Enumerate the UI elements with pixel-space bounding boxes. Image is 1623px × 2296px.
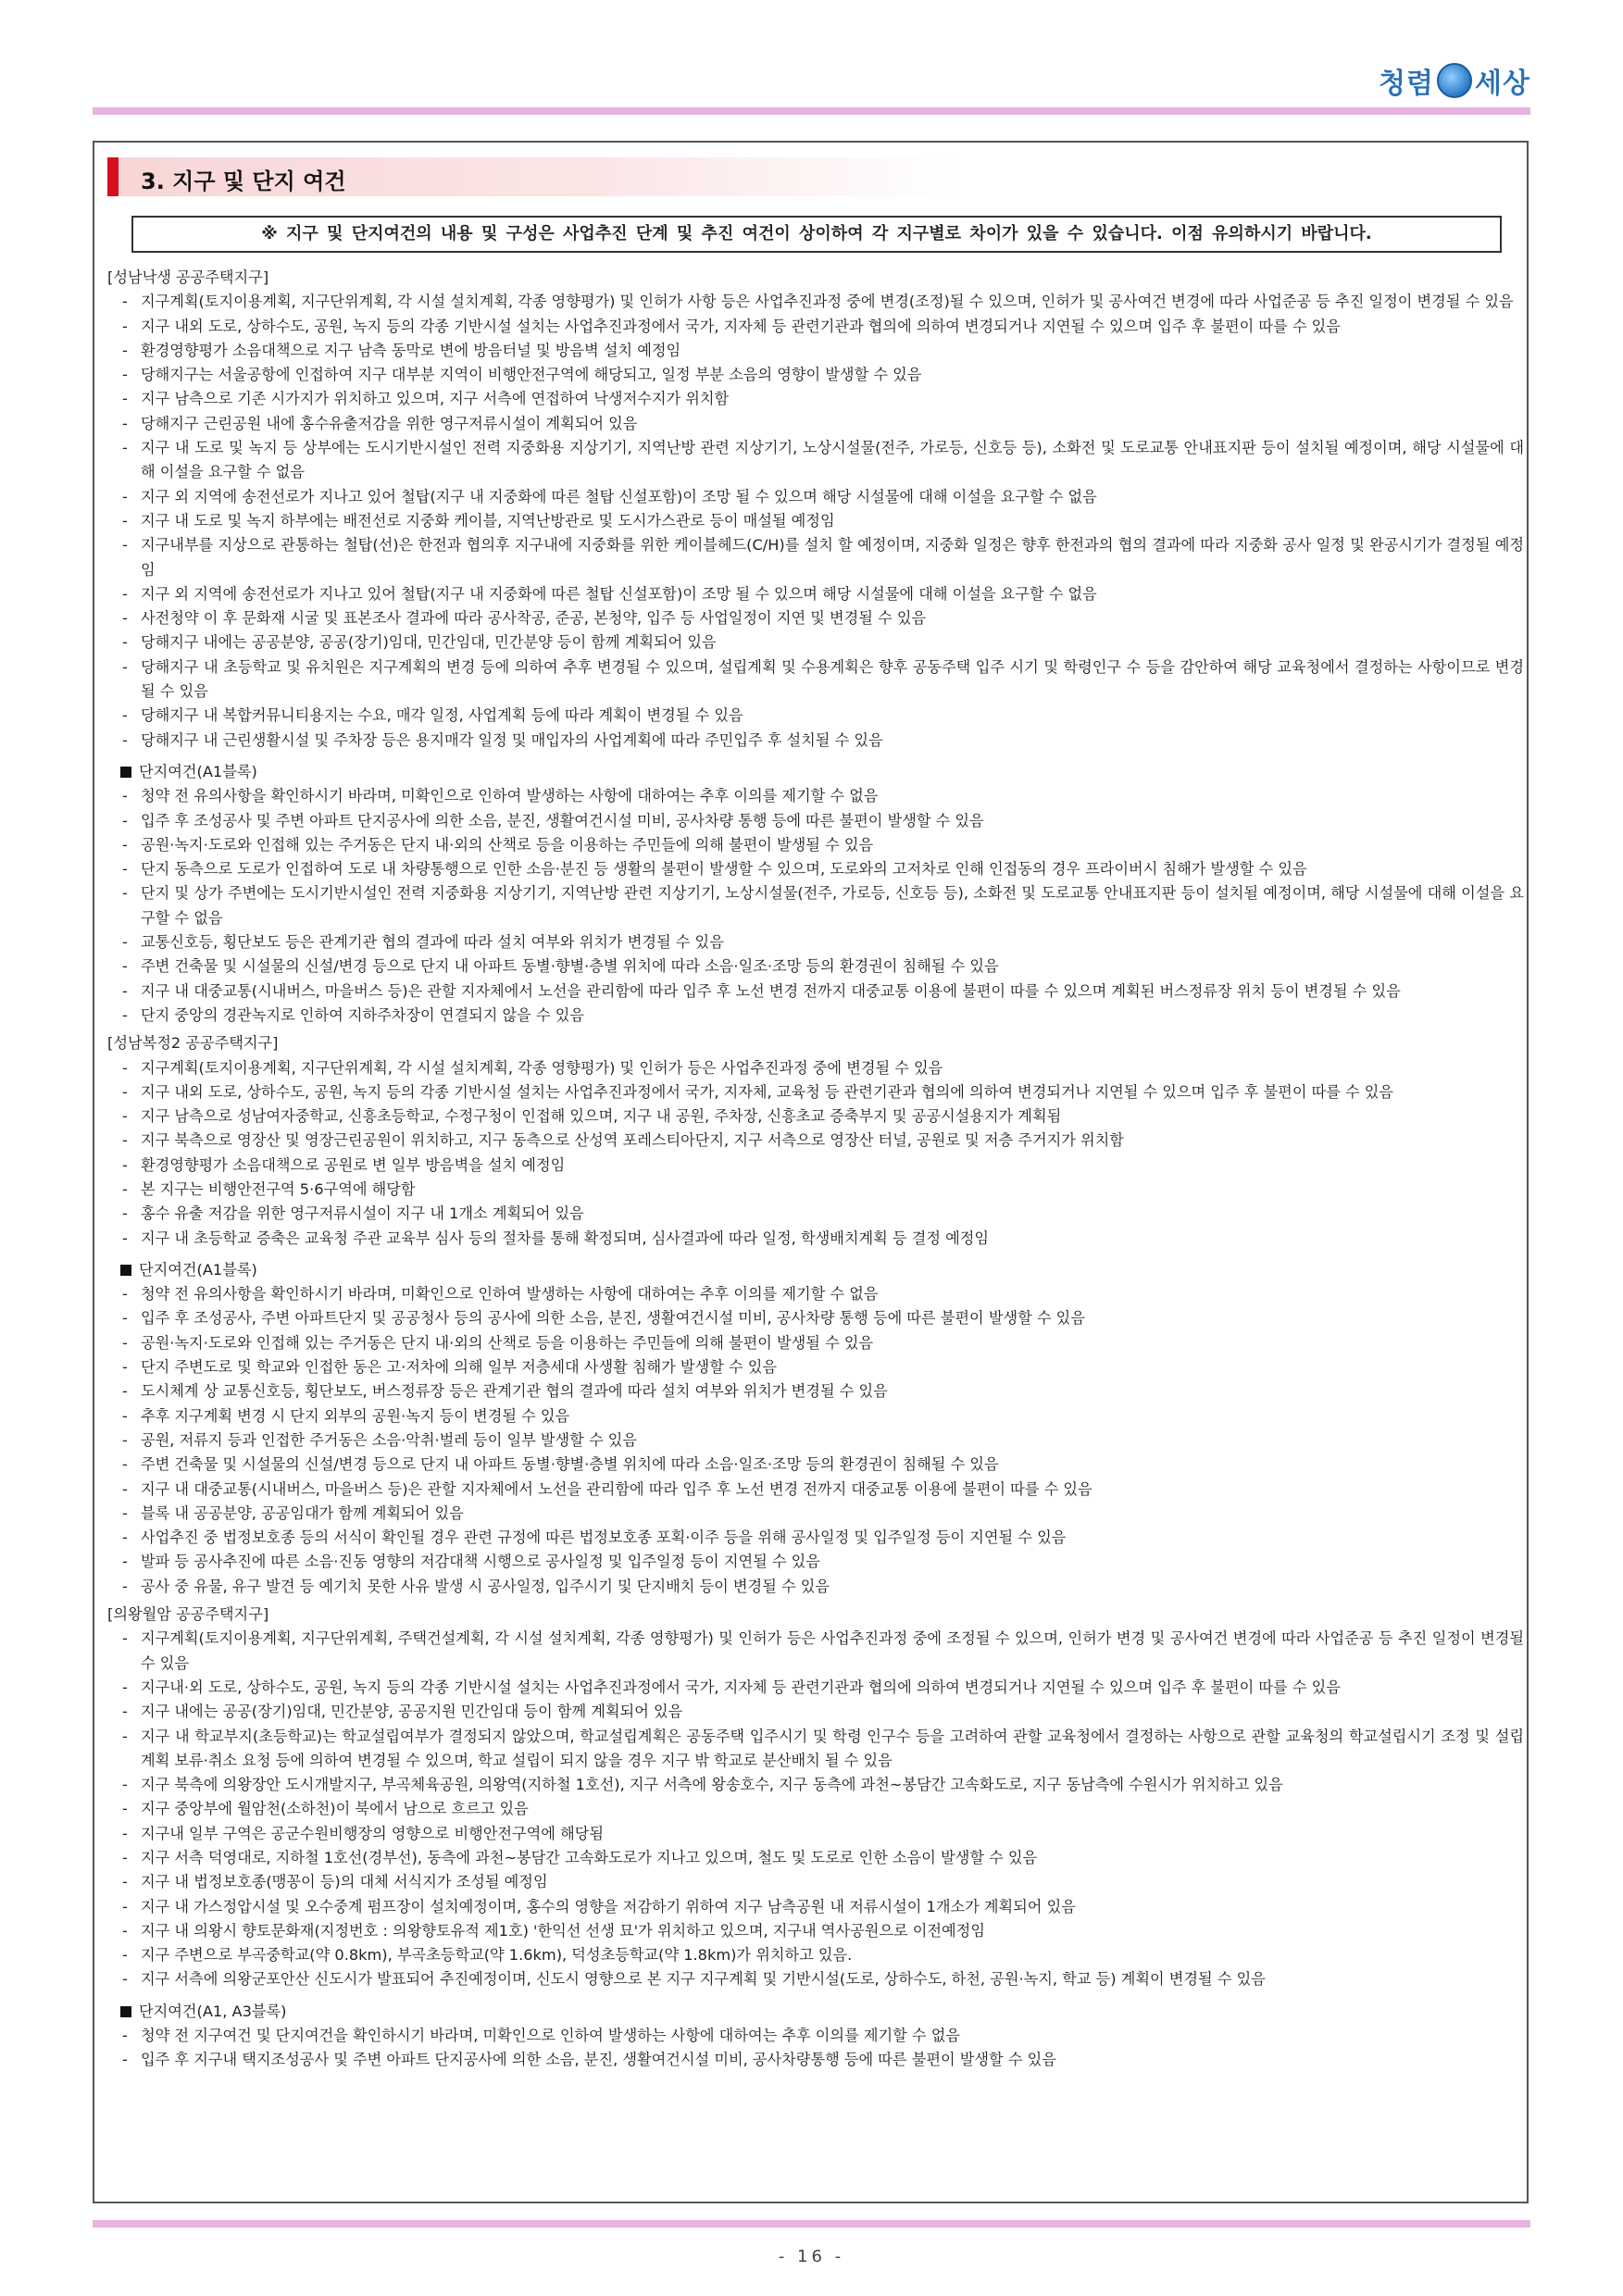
list-item (107, 1822, 1524, 1846)
complex-subheading (107, 2000, 1524, 2024)
list-item (107, 363, 1524, 387)
list-item-text: 지구 내에는 공공(장기)임대, 민간분양, 공공지원 민간임대 등이 함께 계획되어 있음 (141, 1703, 683, 1721)
list-item (107, 729, 1524, 753)
list-item (107, 1919, 1524, 1943)
dash-bullet: - (122, 1058, 128, 1077)
dash-bullet: - (122, 1179, 128, 1198)
list-item (107, 1178, 1524, 1202)
list-item-text: 지구 내외 도로, 상하수도, 공원, 녹지 등의 각종 기반시설 설치는 사업추진과정에서 국가, 지자체, 교육청 등 관련기관과 협의에 의하여 변경되거나 지연될 수 있으며 입주 후 불편이 따를 수 있음 (141, 1082, 1394, 1101)
dash-bullet: - (122, 933, 128, 952)
list-item (107, 1080, 1524, 1104)
list-item-text: 블록 내 공공분양, 공공임대가 함께 계획되어 있음 (141, 1504, 464, 1522)
list-item (107, 1943, 1524, 1967)
list-item (107, 1331, 1524, 1355)
dash-bullet: - (122, 511, 128, 530)
list-item (107, 1550, 1524, 1574)
list-item-text: 지구내·외 도로, 상하수도, 공원, 녹지 등의 각종 기반시설 설치는 사업추진과정에서 국가, 지자체 등 관련기관과 협의에 의하여 변경되거나 지연될 수 있으며 입주 후 불편이 따를 수 있음 (141, 1678, 1341, 1696)
square-bullet-icon (120, 1265, 131, 1276)
list-item-text: 발파 등 공사추진에 따른 소음·진동 영향의 저감대책 시행으로 공사일정 및 입주일정 등이 지연될 수 있음 (141, 1553, 820, 1571)
section-title-marker (107, 157, 119, 196)
dash-bullet: - (122, 1873, 128, 1891)
dash-bullet: - (122, 787, 128, 805)
dash-bullet: - (122, 1005, 128, 1024)
list-item (107, 1575, 1524, 1599)
list-item (107, 1355, 1524, 1379)
list-item-text: 지구 내외 도로, 상하수도, 공원, 녹지 등의 각종 기반시설 설치는 사업추진과정에서 국가, 지자체 등 관련기관과 협의에 의하여 변경되거나 지연될 수 있으며 입주 후 불편이 따를 수 있음 (141, 317, 1341, 335)
list-item-text: 지구 내 도로 및 녹지 하부에는 배전선로 지중화 케이블, 지역난방관로 및 도시가스관로 등이 매설될 예정임 (141, 511, 835, 530)
list-item-text: 입주 후 조성공사, 주변 아파트단지 및 공공청사 등의 공사에 의한 소음, 분진, 생활여건시설 미비, 공사차량 통행 등에 따른 불편이 발생할 수 있음 (141, 1309, 1085, 1328)
dash-bullet: - (122, 1082, 128, 1101)
list-item (107, 1870, 1524, 1894)
complex-subheading-text: 단지여건(A1블록) (139, 762, 257, 780)
list-item (107, 1154, 1524, 1178)
list-item-text: 당해지구는 서울공항에 인접하여 지구 대부분 지역이 비행안전구역에 해당되고, 일정 부분 소음의 영향이 발생할 수 있음 (141, 366, 922, 384)
dash-bullet: - (122, 835, 128, 854)
list-item-text: 지구 내 도로 및 녹지 등 상부에는 도시기반시설인 전력 지중화용 지상기기, 지역난방 관련 지상기기, 노상시설물(전주, 가로등, 신호등 등), 소화전 및 도로교통 안내표지판 등이 설치될 예정이며, 해당 시설물에 대해 이설을 요구할 수 없음 (141, 439, 1524, 481)
dash-bullet: - (122, 1155, 128, 1174)
page-number: - 16 - (778, 2247, 845, 2266)
list-item (107, 2024, 1524, 2048)
dash-bullet: - (122, 860, 128, 879)
list-item (107, 630, 1524, 655)
list-item (107, 436, 1524, 485)
logo-emblem-icon (1437, 63, 1472, 98)
square-bullet-icon (120, 767, 131, 778)
dash-bullet: - (122, 341, 128, 359)
logo-text-left: 청렴 (1379, 68, 1435, 100)
dash-bullet: - (122, 1204, 128, 1223)
dash-bullet: - (122, 1406, 128, 1425)
complex-subheading (107, 760, 1524, 784)
list-item-text: 공원·녹지·도로와 인접해 있는 주거동은 단지 내·외의 산책로 등을 이용하는 주민들에 의해 불편이 발생될 수 있음 (141, 835, 874, 854)
list-item-text: 지구 내 초등학교 증축은 교육청 주관 교육부 심사 등의 절차를 통해 확정되며, 심사결과에 따라 일정, 학생배치계획 등 결정 예정임 (141, 1229, 990, 1247)
list-item (107, 1004, 1524, 1028)
list-item-text: 지구 북측에 의왕장안 도시개발지구, 부곡체육공원, 의왕역(지하철 1호선), 지구 서측에 왕송호수, 지구 동측에 과천~봉담간 고속화도로, 지구 동남측에 수원시가 위치하고 있음 (141, 1776, 1283, 1794)
list-item-text: 환경영향평가 소음대책으로 지구 남측 동막로 변에 방음터널 및 방음벽 설치 예정임 (141, 341, 681, 359)
clean-world-logo (1379, 57, 1530, 104)
list-item (107, 980, 1524, 1004)
notice-box: ※ 지구 및 단지여건의 내용 및 구성은 사업추진 단계 및 추진 여건이 상이하여 각 지구별로 차이가 있을 수 있습니다. 이점 유의하시기 바랍니다. (131, 216, 1502, 253)
list-item (107, 1846, 1524, 1870)
list-item (107, 1404, 1524, 1429)
block-spacer (107, 753, 1524, 756)
list-item-text: 사업추진 중 법정보호종 등의 서식이 확인될 경우 관련 규정에 따른 법정보호종 포획·이주 등을 위해 공사일정 및 입주일정 등이 지연될 수 있음 (141, 1529, 1067, 1547)
list-item-text: 지구 서측 덕영대로, 지하철 1호선(경부선), 동측에 과천~봉담간 고속화도로가 지나고 있으며, 철도 및 도로로 인한 소음이 발생할 수 있음 (141, 1849, 1038, 1866)
footer-divider (93, 2220, 1530, 2227)
list-item-text: 지구 남측으로 기존 시가지가 위치하고 있으며, 지구 서측에 연접하여 낙생저수지가 위치함 (141, 390, 730, 408)
dash-bullet: - (122, 706, 128, 725)
list-item-text: 지구 내 대중교통(시내버스, 마을버스 등)은 관할 지자체에서 노선을 관리함에 따라 입주 후 노선 변경 전까지 대중교통 이용에 불편이 따를 수 있음 (141, 1479, 1092, 1498)
list-item-text: 단지 주변도로 및 학교와 인접한 동은 고·저차에 의해 일부 저층세대 사생활 침해가 발생할 수 있음 (141, 1358, 778, 1377)
list-item (107, 1725, 1524, 1774)
list-item-text: 추후 지구계획 변경 시 단지 외부의 공원·녹지 등이 변경될 수 있음 (141, 1406, 570, 1425)
list-item-text: 지구 외 지역에 송전선로가 지나고 있어 철탑(지구 내 지중화에 따른 철탑 신설포함)이 조망 될 수 있으며 해당 시설물에 대해 이설을 요구할 수 없음 (141, 584, 1097, 603)
list-item (107, 1478, 1524, 1502)
list-item-text: 지구 내 대중교통(시내버스, 마을버스 등)은 관할 지자체에서 노선을 관리함에 따라 입주 후 노선 변경 전까지 대중교통 이용에 불편이 따를 수 있으며 계획된 버스정류장 위치 등이 변경될 수 있음 (141, 981, 1401, 1000)
square-bullet-icon (120, 2006, 131, 2017)
list-item-text: 당해지구 근린공원 내에 홍수유출저감을 위한 영구저류시설이 계획되어 있음 (141, 414, 638, 432)
list-item (107, 1282, 1524, 1306)
list-item (107, 1502, 1524, 1526)
dash-bullet: - (122, 1577, 128, 1595)
dash-bullet: - (122, 1727, 128, 1745)
list-item (107, 339, 1524, 363)
list-item (107, 1676, 1524, 1700)
list-item-text: 당해지구 내에는 공공분양, 공공(장기)임대, 민간임대, 민간분양 등이 함께 계획되어 있음 (141, 633, 717, 652)
list-item-text: 지구계획(토지이용계획, 지구단위계획, 각 시설 설치계획, 각종 영향평가) 및 인허가 등은 사업추진과정 중에 변경될 수 있음 (141, 1058, 943, 1077)
list-item-text: 단지 동측으로 도로가 인접하여 도로 내 차량통행으로 인한 소음·분진 등 생활의 불편이 발생할 수 있으며, 도로와의 고저차로 인해 인접동의 경우 프라이버시 침해가 발생할 수 있음 (141, 860, 1307, 879)
list-item-text: 청약 전 유의사항을 확인하시기 바라며, 미확인으로 인하여 발생하는 사항에 대하여는 추후 이의를 제기할 수 없음 (141, 787, 879, 805)
list-item (107, 1104, 1524, 1129)
dash-bullet: - (122, 317, 128, 335)
list-item (107, 485, 1524, 509)
conditions-content (107, 266, 1524, 2077)
list-item (107, 1056, 1524, 1080)
dash-bullet: - (122, 584, 128, 603)
dash-bullet: - (122, 657, 128, 676)
list-item (107, 1129, 1524, 1153)
list-item (107, 833, 1524, 857)
list-item-text: 당해지구 내 초등학교 및 유치원은 지구계획의 변경 등에 의하여 추후 변경될 수 있으며, 설립계획 및 수용계획은 향후 공동주택 입주 시기 및 학령인구 수 등을 감안하여 해당 교육청에서 결정하는 사항이므로 변경될 수 있음 (141, 657, 1525, 701)
list-item (107, 1526, 1524, 1550)
list-item (107, 1453, 1524, 1477)
dash-bullet: - (122, 1309, 128, 1328)
dash-bullet: - (122, 1529, 128, 1547)
dash-bullet: - (122, 1800, 128, 1818)
dash-bullet: - (122, 1285, 128, 1304)
dash-bullet: - (122, 1629, 128, 1648)
dash-bullet: - (122, 1776, 128, 1794)
dash-bullet: - (122, 1229, 128, 1247)
dash-bullet: - (122, 811, 128, 830)
list-item-text: 교통신호등, 횡단보도 등은 관계기관 협의 결과에 따라 설치 여부와 위치가 변경될 수 있음 (141, 933, 724, 952)
list-item (107, 809, 1524, 833)
list-item-text: 환경영향평가 소음대책으로 공원로 변 일부 방음벽을 설치 예정임 (141, 1155, 566, 1174)
dash-bullet: - (122, 633, 128, 652)
dash-bullet: - (122, 487, 128, 505)
list-item (107, 1773, 1524, 1797)
dash-bullet: - (122, 957, 128, 976)
list-item (107, 930, 1524, 955)
list-item-text: 본 지구는 비행안전구역 5·6구역에 해당함 (141, 1179, 416, 1198)
list-item-text: 주변 건축물 및 시설물의 신설/변경 등으로 단지 내 아파트 동별·향별·층별 위치에 따라 소음·일조·조망 등의 환경권이 침해될 수 있음 (141, 957, 999, 976)
list-item (107, 582, 1524, 606)
dash-bullet: - (122, 1333, 128, 1352)
list-item (107, 881, 1524, 930)
list-item-text: 지구 내 가스정압시설 및 오수중계 펌프장이 설치예정이며, 홍수의 영향을 저감하기 위하여 지구 남측공원 내 저류시설이 1개소가 계획되어 있음 (141, 1897, 1076, 1915)
list-item (107, 1797, 1524, 1821)
list-item (107, 704, 1524, 728)
section-title-box (107, 157, 959, 196)
list-item-text: 지구계획(토지이용계획, 지구단위계획, 각 시설 설치계획, 각종 영향평가) 및 인허가 사항 등은 사업추진과정 중에 변경(조정)될 수 있으며, 인허가 및 공사여건 변경에 따라 사업준공 등 추진 일정이 변경될 수 있음 (141, 293, 1514, 311)
list-item-text: 지구 북측으로 영장산 및 영장근린공원이 위치하고, 지구 동측으로 산성역 포레스티아단지, 지구 서측으로 영장산 터널, 공원로 및 저층 주거지가 위치함 (141, 1131, 1124, 1150)
list-item-text: 지구 내 의왕시 향토문화재(지정번호 : 의왕향토유적 제1호) '한익선 선생 묘'가 위치하고 있으며, 지구내 역사공원으로 이전예정임 (141, 1921, 985, 1940)
district-heading: [성남낙생 공공주택지구] (107, 268, 269, 286)
dash-bullet: - (122, 981, 128, 1000)
block-spacer (107, 1251, 1524, 1254)
list-item-text: 공사 중 유물, 유구 발견 등 예기치 못한 사유 발생 시 공사일정, 입주시기 및 단지배치 등이 변경될 수 있음 (141, 1577, 830, 1595)
list-item (107, 1895, 1524, 1919)
list-item-text: 지구내부를 지상으로 관통하는 철탑(선)은 한전과 협의후 지구내에 지중화를 위한 케이블헤드(C/H)를 설치 할 예정이며, 지중화 일정은 향후 한전과의 협의 결과에 따라 지중화 공사 일정 및 완공시기가 결정될 예정임 (141, 536, 1524, 579)
list-item (107, 1227, 1524, 1251)
dash-bullet: - (122, 1455, 128, 1474)
list-item-text: 입주 후 조성공사 및 주변 아파트 단지공사에 의한 소음, 분진, 생활여건시설 미비, 공사차량 통행 등에 따른 불편이 발생할 수 있음 (141, 811, 984, 830)
dash-bullet: - (122, 1553, 128, 1571)
dash-bullet: - (122, 2027, 128, 2045)
dash-bullet: - (122, 884, 128, 903)
list-item (107, 1429, 1524, 1453)
list-item (107, 1967, 1524, 1991)
list-item-text: 입주 후 지구내 택지조성공사 및 주변 아파트 단지공사에 의한 소음, 분진, 생활여건시설 미비, 공사차량통행 등에 따른 불편이 발생할 수 있음 (141, 2051, 1056, 2069)
list-item (107, 655, 1524, 705)
dash-bullet: - (122, 1504, 128, 1522)
list-item (107, 1306, 1524, 1330)
list-item-text: 홍수 유출 저감을 위한 영구저류시설이 지구 내 1개소 계획되어 있음 (141, 1204, 584, 1223)
list-item-text: 청약 전 유의사항을 확인하시기 바라며, 미확인으로 인하여 발생하는 사항에 대하여는 추후 이의를 제기할 수 없음 (141, 1285, 879, 1304)
complex-subheading-text: 단지여건(A1, A3블록) (139, 2002, 287, 2020)
list-item-text: 공원, 저류지 등과 인접한 주거동은 소음·악취·벌레 등이 일부 발생할 수 있음 (141, 1430, 638, 1449)
list-item (107, 315, 1524, 339)
list-item-text: 주변 건축물 및 시설물의 신설/변경 등으로 단지 내 아파트 동별·향별·층별 위치에 따라 소음·일조·조망 등의 환경권이 침해될 수 있음 (141, 1455, 999, 1474)
district-heading: [성남복정2 공공주택지구] (107, 1034, 279, 1053)
list-item-text: 지구 서측에 의왕군포안산 신도시가 발표되어 추진예정이며, 신도시 영향으로 본 지구 지구계획 및 기반시설(도로, 상하수도, 하천, 공원·녹지, 학교 등) 계획이 변경될 수 있음 (141, 1970, 1266, 1989)
list-item (107, 784, 1524, 808)
list-item-text: 지구 주변으로 부곡중학교(약 0.8km), 부곡초등학교(약 1.6km), 덕성초등학교(약 1.8km)가 위치하고 있음. (141, 1946, 853, 1965)
list-item-text: 지구 외 지역에 송전선로가 지나고 있어 철탑(지구 내 지중화에 따른 철탑 신설포함)이 조망 될 수 있으며 해당 시설물에 대해 이설을 요구할 수 없음 (141, 487, 1097, 505)
list-item (107, 533, 1524, 582)
dash-bullet: - (122, 1849, 128, 1866)
dash-bullet: - (122, 1430, 128, 1449)
dash-bullet: - (122, 366, 128, 384)
complex-subheading (107, 1258, 1524, 1282)
list-item-text: 당해지구 내 근린생활시설 및 주차장 등은 용지매각 일정 및 매입자의 사업계획에 따라 주민입주 후 설치될 수 있음 (141, 730, 883, 749)
dash-bullet: - (122, 1382, 128, 1401)
dash-bullet: - (122, 1131, 128, 1150)
dash-bullet: - (122, 2051, 128, 2069)
district-heading: [의왕월암 공공주택지구] (107, 1605, 269, 1624)
dash-bullet: - (122, 609, 128, 628)
list-item-text: 공원·녹지·도로와 인접해 있는 주거동은 단지 내·외의 산책로 등을 이용하는 주민들에 의해 불편이 발생될 수 있음 (141, 1333, 874, 1352)
list-item (107, 606, 1524, 630)
complex-subheading-text: 단지여건(A1블록) (139, 1260, 257, 1279)
list-item (107, 857, 1524, 881)
list-item-text: 단지 중앙의 경관녹지로 인하여 지하주차장이 연결되지 않을 수 있음 (141, 1005, 585, 1024)
header-divider (93, 107, 1530, 115)
dash-bullet: - (122, 1921, 128, 1940)
list-item (107, 387, 1524, 411)
list-item-text: 지구 내 법정보호종(맹꽁이 등)의 대체 서식지가 조성될 예정임 (141, 1873, 548, 1891)
dash-bullet: - (122, 293, 128, 311)
dash-bullet: - (122, 439, 128, 457)
dash-bullet: - (122, 1358, 128, 1377)
list-item-text: 청약 전 지구여건 및 단지여건을 확인하시기 바라며, 미확인으로 인하여 발생하는 사항에 대하여는 추후 이의를 제기할 수 없음 (141, 2027, 960, 2045)
list-item (107, 1627, 1524, 1676)
list-item (107, 955, 1524, 979)
list-item-text: 당해지구 내 복합커뮤니티용지는 수요, 매각 일정, 사업계획 등에 따라 계획이 변경될 수 있음 (141, 706, 743, 725)
block-spacer (107, 2073, 1524, 2077)
list-item (107, 1202, 1524, 1226)
list-item (107, 290, 1524, 314)
dash-bullet: - (122, 730, 128, 749)
block-spacer (107, 1992, 1524, 1996)
logo-text-right: 세상 (1475, 68, 1530, 100)
list-item (107, 412, 1524, 436)
list-item-text: 지구 중앙부에 월암천(소하천)이 북에서 남으로 흐르고 있음 (141, 1800, 529, 1818)
list-item-text: 도시체계 상 교통신호등, 횡단보도, 버스정류장 등은 관계기관 협의 결과에 따라 설치 여부와 위치가 변경될 수 있음 (141, 1382, 888, 1401)
dash-bullet: - (122, 414, 128, 432)
list-item (107, 509, 1524, 533)
dash-bullet: - (122, 1946, 128, 1965)
list-item (107, 1379, 1524, 1404)
list-item-text: 지구 남측으로 성남여자중학교, 신흥초등학교, 수정구청이 인접해 있으며, 지구 내 공원, 주차장, 신흥초교 증축부지 및 공공시설용지가 계획됨 (141, 1107, 1062, 1126)
list-item (107, 2048, 1524, 2072)
section-title: 3. 지구 및 단지 여건 (141, 168, 346, 194)
list-item-text: 지구 내 학교부지(초등학교)는 학교설립여부가 결정되지 않았으며, 학교설립계획은 공동주택 입주시기 및 학령 인구수 등을 고려하여 관할 교육청에서 결정하는 사항으로 관할 교육청의 학교설립시기 조정 및 설립계획 보류·취소 요청 등에 의하여 변경될 수 있으며, 학교 설립이 되지 않을 경우 지구 밖 학교로 분산배치 될 수 있음 (141, 1727, 1524, 1769)
dash-bullet: - (122, 1824, 128, 1842)
dash-bullet: - (122, 390, 128, 408)
dash-bullet: - (122, 536, 128, 555)
list-item-text: 지구내 일부 구역은 공군수원비행장의 영향으로 비행안전구역에 해당됨 (141, 1824, 604, 1842)
list-item (107, 1700, 1524, 1724)
list-item-text: 단지 및 상가 주변에는 도시기반시설인 전력 지중화용 지상기기, 지역난방 관련 지상기기, 노상시설물(전주, 가로등, 신호등 등), 소화전 및 도로교통 안내표지판 등이 설치될 예정이며, 해당 시설물에 대해 이설을 요구할 수 없음 (141, 884, 1524, 927)
dash-bullet: - (122, 1678, 128, 1696)
list-item-text: 사전청약 이 후 문화재 시굴 및 표본조사 결과에 따라 공사착공, 준공, 본청약, 입주 등 사업일정이 지연 및 변경될 수 있음 (141, 609, 927, 628)
dash-bullet: - (122, 1107, 128, 1126)
dash-bullet: - (122, 1970, 128, 1989)
list-item-text: 지구계획(토지이용계획, 지구단위계획, 주택건설계획, 각 시설 설치계획, 각종 영향평가) 및 인허가 등은 사업추진과정 중에 조정될 수 있으며, 인허가 변경 및 공사여건 변경에 따라 사업준공 등 추진 일정이 변경될 수 있음 (141, 1629, 1524, 1672)
dash-bullet: - (122, 1703, 128, 1721)
dash-bullet: - (122, 1479, 128, 1498)
dash-bullet: - (122, 1897, 128, 1915)
